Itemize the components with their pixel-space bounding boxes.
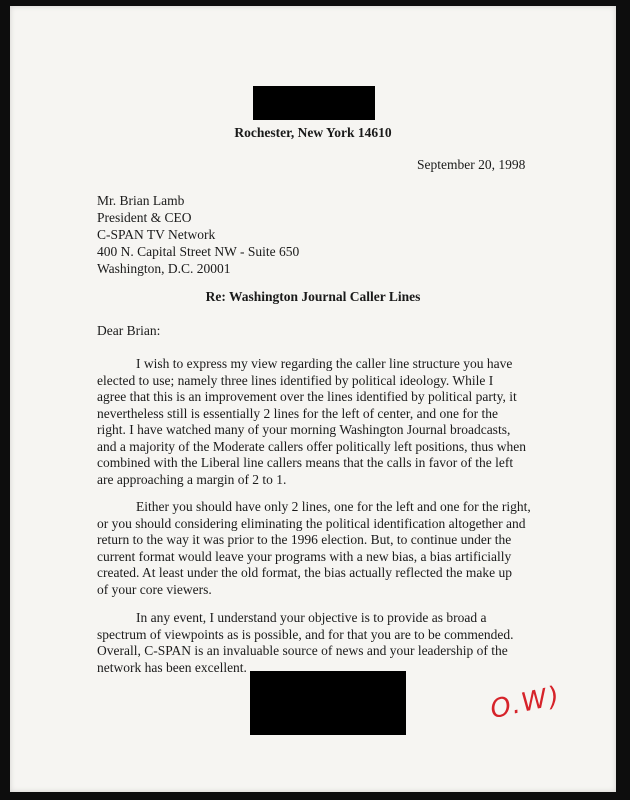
- salutation: Dear Brian:: [97, 323, 161, 338]
- redacted-signature: [250, 671, 406, 735]
- body-line: and a majority of the Moderate callers offer politically left positions, thus when: [97, 438, 527, 454]
- body-line: In any event, I understand your objective is to provide as broad a: [136, 610, 487, 625]
- body-line: agree that this is an improvement over the lines identified by political party, it: [97, 389, 517, 404]
- recipient-address: [97, 192, 299, 277]
- body-line: I wish to express my view regarding the caller line structure you have: [136, 356, 513, 371]
- body-line: nevertheless still is essentially 2 lines for the left of center, and one for the: [97, 405, 498, 421]
- body-line: network has been excellent.: [97, 659, 247, 675]
- recipient-line: C-SPAN TV Network: [97, 227, 216, 242]
- redacted-sender-name: [253, 86, 375, 120]
- body-line: Either you should have only 2 lines, one for the left and one for the right,: [136, 499, 531, 514]
- letterhead-address: Rochester, New York 14610: [234, 125, 392, 140]
- recipient-line: Mr. Brian Lamb: [97, 193, 185, 208]
- body-line: combined with the Liberal line callers means that the calls in favor of the left: [97, 455, 514, 470]
- letter-page: [10, 6, 616, 792]
- subject-line: Re: Washington Journal Caller Lines: [205, 289, 421, 304]
- body-line: return to the way it was prior to the 1996 election. But, to continue under the: [97, 532, 512, 547]
- body-paragraph-1: [97, 356, 533, 488]
- body-line: are approaching a margin of 2 to 1.: [97, 471, 287, 487]
- body-line: Overall, C-SPAN is an invaluable source of news and your leadership of the: [97, 643, 508, 658]
- recipient-line: 400 N. Capital Street NW - Suite 650: [97, 244, 300, 259]
- letter-date: September 20, 1998: [417, 157, 526, 172]
- body-line: current format would leave your programs with a new bias, a bias artificially: [97, 548, 512, 564]
- body-line: or you should considering eliminating the political identification altogether and: [97, 515, 526, 531]
- body-line: right. I have watched many of your morning Washington Journal broadcasts,: [97, 422, 511, 437]
- recipient-line: President & CEO: [97, 210, 192, 225]
- body-line: elected to use; namely three lines identified by political ideology. While I: [97, 372, 494, 388]
- body-paragraph-3: [97, 610, 533, 676]
- recipient-line: Washington, D.C. 20001: [97, 261, 231, 276]
- body-line: spectrum of viewpoints as is possible, and for that you are to be commended.: [97, 626, 514, 642]
- body-paragraph-2: [97, 499, 533, 598]
- body-line: created. At least under the old format, the bias actually reflected the make up: [97, 565, 512, 580]
- body-line: of your core viewers.: [97, 581, 212, 597]
- handwritten-initials: O.W): [487, 680, 564, 726]
